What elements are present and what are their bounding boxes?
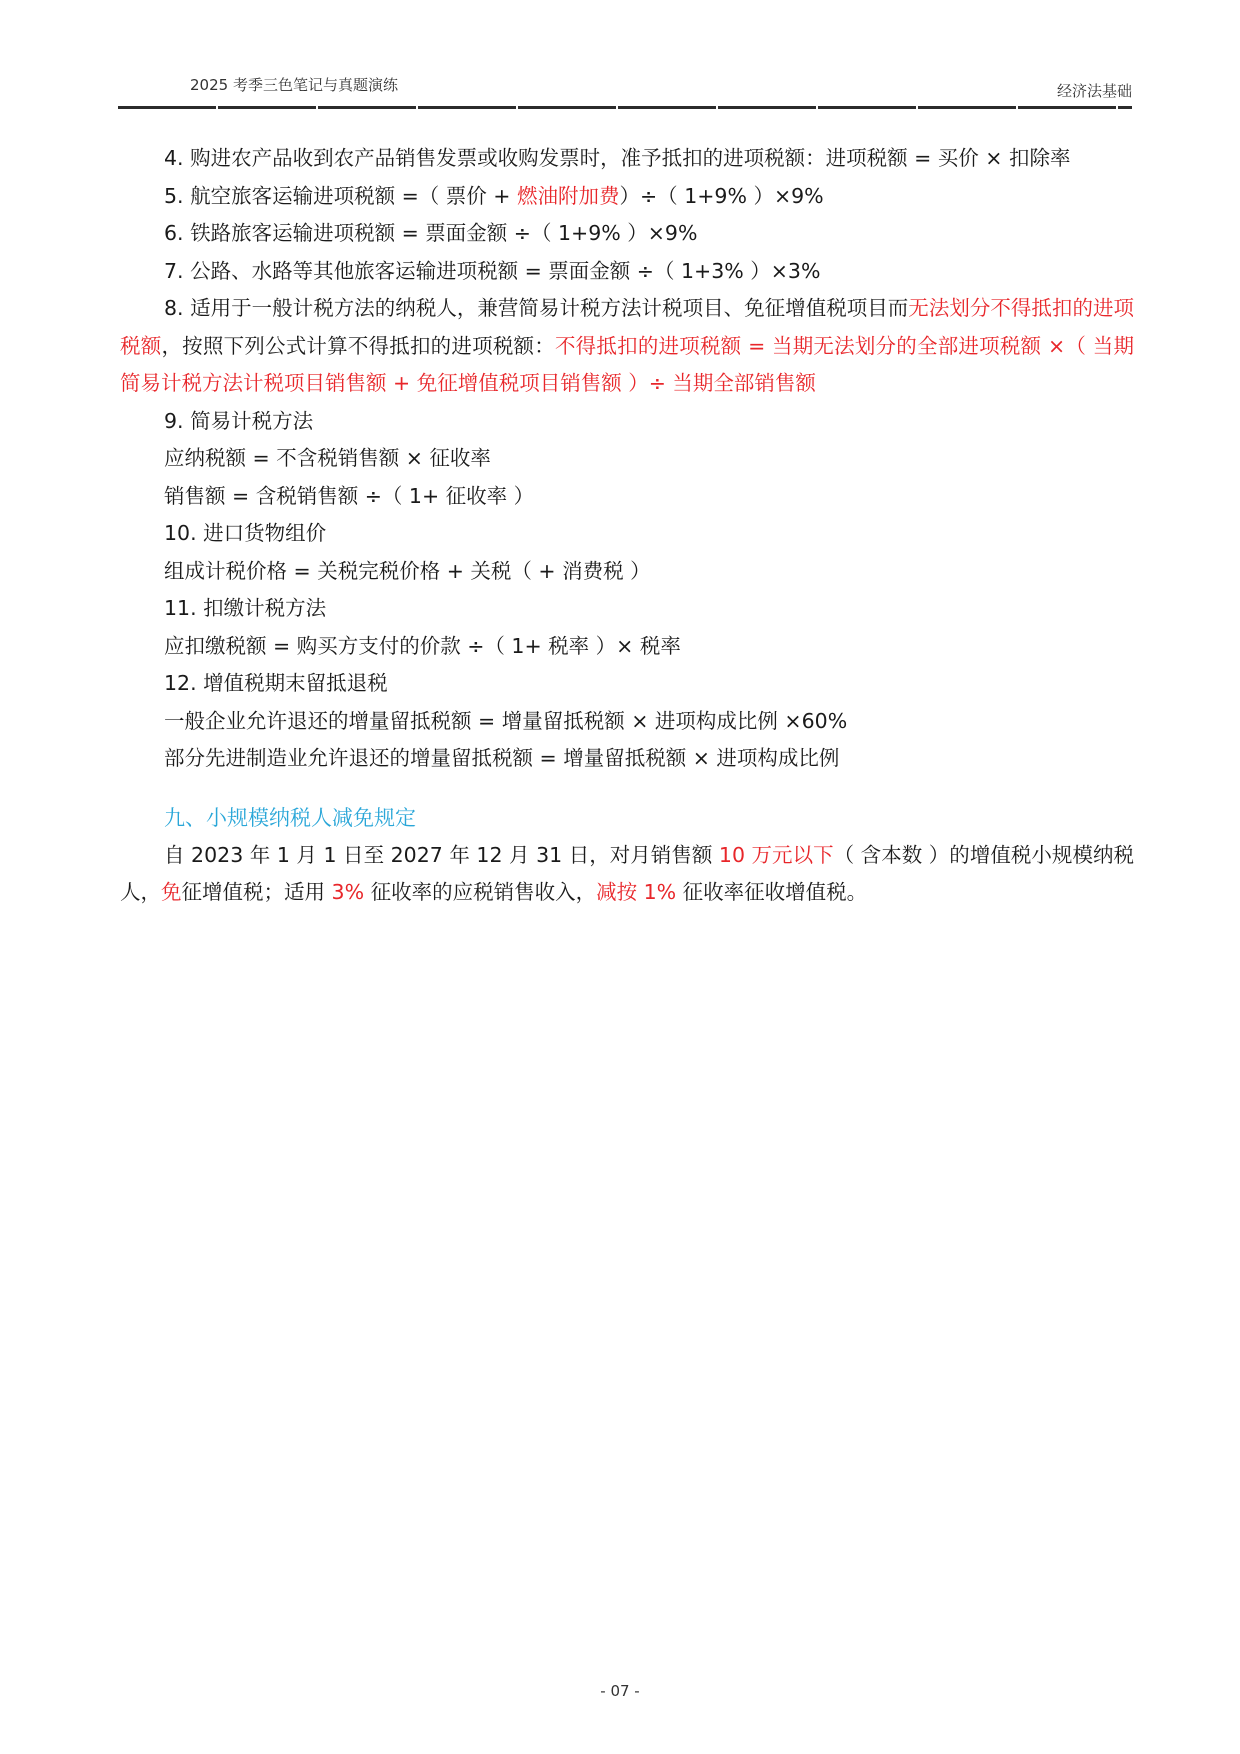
formula-item-10: 10. 进口货物组价 bbox=[164, 521, 327, 545]
item-11-formula-1: 应扣缴税额 = 购买方支付的价款 ÷（ 1+ 税率 ）× 税率 bbox=[164, 633, 681, 658]
sec-highlight-3: 3% bbox=[331, 880, 365, 904]
header-divider bbox=[118, 106, 1132, 109]
formula-item-4: 4. 购进农产品收到农产品销售发票或收购发票时，准予抵扣的进项税额：进项税额 = 买价 × 扣除率 bbox=[164, 146, 1071, 170]
item-12-formula-2: 部分先进制造业允许退还的增量留抵税额 = 增量留抵税额 × 进项构成比例 bbox=[164, 746, 840, 770]
item-10-formula-1: 组成计税价格 = 关税完税价格 + 关税（ + 消费税 ） bbox=[164, 558, 651, 583]
sec-text-5: 征收率征收增值税。 bbox=[676, 880, 868, 904]
section-heading: 九、小规模纳税人减免规定 bbox=[164, 805, 416, 830]
sec-text-1: 自 2023 年 1 月 1 日至 2027 年 12 月 31 日，对月销售额 bbox=[164, 842, 719, 867]
sec-highlight-4: 减按 1% bbox=[596, 880, 677, 904]
formula-item-9: 9. 简易计税方法 bbox=[164, 408, 314, 433]
header-subject: 经济法基础 bbox=[1056, 82, 1132, 100]
formula-item-8 bbox=[120, 290, 1134, 403]
sec-highlight-1: 10 万元以下 bbox=[718, 842, 834, 867]
formula-item-7: 7. 公路、水路等其他旅客运输进项税额 = 票面金额 ÷（ 1+3% ）×3% bbox=[164, 258, 821, 283]
formula-item-11: 11. 扣缴计税方法 bbox=[164, 596, 327, 620]
header-title: 2025 考季三色笔记与真题演练 bbox=[190, 76, 398, 94]
sec-text-2: （ 含本数 ）的增值税小规模纳税人， bbox=[120, 842, 1134, 904]
section-paragraph bbox=[120, 837, 1134, 912]
page-number: - 07 - bbox=[600, 1682, 640, 1700]
item-8-formula: 不得抵扣的进项税额 = 当期无法划分的全部进项税额 ×（ 当期简易计税方法计税项目销售额 + 免征增值税项目销售额 ）÷ 当期全部销售额 bbox=[120, 333, 1135, 395]
item-8-text: 8. 适用于一般计税方法的纳税人，兼营简易计税方法计税项目、免征增值税项目而 bbox=[164, 296, 909, 320]
item-12-formula-1: 一般企业允许退还的增量留抵税额 = 增量留抵税额 × 进项构成比例 ×60% bbox=[164, 708, 848, 733]
formula-item-6: 6. 铁路旅客运输进项税额 = 票面金额 ÷（ 1+9% ）×9% bbox=[164, 221, 698, 245]
item-9-formula-2: 销售额 = 含税销售额 ÷（ 1+ 征收率 ） bbox=[164, 483, 535, 508]
item-8-highlight: 无法划分不得抵扣的进项税额 bbox=[120, 296, 1134, 358]
item-5-tail: ）÷（ 1+9% ）×9% bbox=[619, 183, 824, 208]
sec-text-4: 征收率的应税销售收入， bbox=[364, 880, 597, 904]
item-5-highlight: 燃油附加费 bbox=[517, 183, 620, 208]
sec-highlight-2: 免 bbox=[161, 880, 182, 904]
item-8-mid: ，按照下列公式计算不得抵扣的进项税额： bbox=[161, 333, 555, 358]
formula-item-12: 12. 增值税期末留抵退税 bbox=[164, 671, 388, 695]
item-5-text: 5. 航空旅客运输进项税额 =（ 票价 + bbox=[164, 183, 517, 208]
formula-item-5 bbox=[120, 178, 1134, 216]
item-9-formula-1: 应纳税额 = 不含税销售额 × 征收率 bbox=[164, 446, 491, 470]
sec-text-3: 征增值税；适用 bbox=[181, 880, 332, 904]
page-body bbox=[120, 140, 1134, 912]
